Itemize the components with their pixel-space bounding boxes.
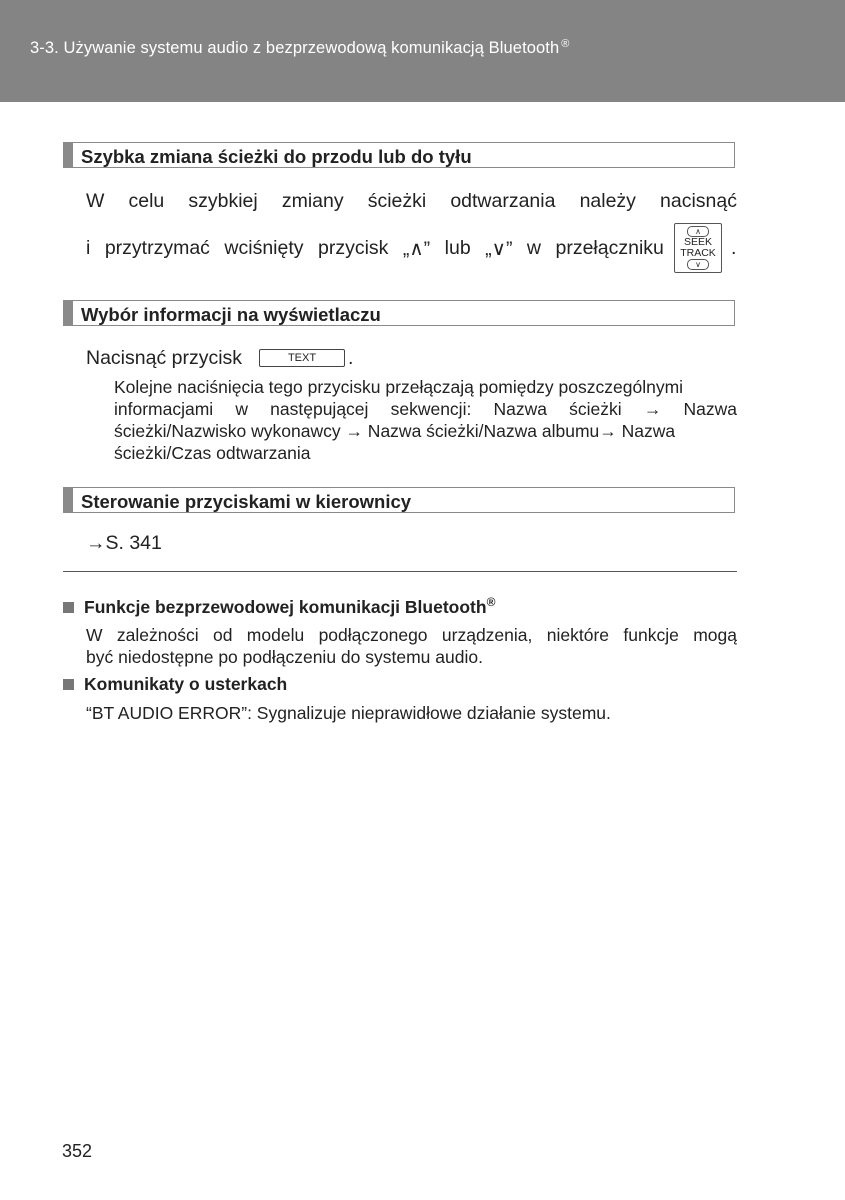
description-line: ścieżki/Czas odtwarzania (114, 443, 311, 463)
divider (63, 571, 737, 572)
word: celu (128, 190, 165, 212)
sentence-end: . (731, 237, 737, 259)
word: „∨” (485, 238, 513, 260)
word: od (212, 625, 233, 645)
sentence-end: . (348, 347, 354, 369)
word: funkcje (623, 625, 679, 645)
word: nacisnąć (660, 190, 737, 212)
word: lub (444, 237, 471, 259)
word: wciśnięty (224, 237, 304, 259)
seek-track-switch-icon (674, 223, 722, 273)
description-paragraph (114, 376, 737, 464)
page-number: 352 (62, 1141, 93, 1161)
registered-mark: ® (486, 595, 496, 609)
paragraph-line (86, 237, 664, 261)
note-line (86, 624, 737, 646)
section-heading-display-info (63, 300, 735, 326)
heading-bar (64, 143, 73, 167)
note-heading-errors: Komunikaty o usterkach (63, 674, 287, 695)
word: zmiany (281, 190, 344, 212)
heading-bar (64, 301, 73, 325)
word: następującej (270, 399, 369, 419)
word: W (86, 190, 105, 212)
text-button-icon: TEXT (259, 349, 345, 367)
word: ścieżki (569, 399, 622, 419)
arrow-right-icon: → (643, 399, 662, 419)
page-reference-link[interactable]: →S. 341 (86, 532, 162, 554)
section-heading-label: Wybór informacji na wyświetlaczu (81, 304, 381, 325)
word: urządzenia, (441, 625, 533, 645)
word: modelu (246, 625, 305, 645)
description-line: Kolejne naciśnięcia tego przycisku przełączają pomiędzy poszczególnymi (114, 377, 684, 397)
word: należy (579, 190, 636, 212)
word: ścieżki (367, 190, 427, 212)
description-line (114, 398, 737, 420)
note-paragraph: “BT AUDIO ERROR”: Sygnalizuje nieprawidłowe działanie systemu. (86, 703, 611, 723)
word: przełączniku (555, 237, 664, 259)
section-heading-label: Szybka zmiana ścieżki do przodu lub do tyłu (81, 146, 472, 167)
description-line: ścieżki/Nazwisko wykonawcy → Nazwa ścieżki/Nazwa albumu→ Nazwa (114, 421, 676, 441)
chevron-down-icon: ∨ (687, 259, 709, 270)
square-bullet-icon (63, 602, 74, 613)
word: informacjami (114, 399, 214, 419)
word: W (86, 625, 103, 645)
word: w (526, 237, 542, 259)
square-bullet-icon (63, 679, 74, 690)
word: przytrzymać (104, 237, 210, 259)
heading-bar (64, 488, 73, 512)
note-paragraph (86, 624, 737, 668)
chevron-up-icon: ∧ (687, 226, 709, 237)
word: zależności (116, 625, 199, 645)
word: sekwencji: (390, 399, 472, 419)
word: Nazwa (683, 399, 737, 419)
note-line: być niedostępne po podłączeniu do systemu audio. (86, 647, 483, 667)
word: w (235, 399, 248, 419)
word: przycisk (318, 237, 389, 259)
note-heading-bluetooth: Funkcje bezprzewodowej komunikacji Bluetooth® (63, 595, 495, 618)
word: podłączonego (318, 625, 428, 645)
word: i (86, 237, 91, 259)
paragraph-line (86, 190, 737, 213)
word: Nazwa (493, 399, 547, 419)
section-heading-track-change (63, 142, 735, 168)
chapter-title: 3-3. Używanie systemu audio z bezprzewodową komunikacją Bluetooth ® (30, 38, 570, 57)
press-instruction: Nacisnąć przycisk (86, 347, 243, 369)
section-heading-label: Sterowanie przyciskami w kierownicy (81, 491, 412, 512)
word: „∧” (402, 238, 431, 260)
seek-label: SEEK (683, 236, 712, 248)
track-label: TRACK (680, 247, 716, 259)
header-band (0, 0, 845, 102)
word: odtwarzania (450, 190, 556, 212)
registered-mark: ® (561, 38, 570, 50)
word: niektóre (546, 625, 610, 645)
word: mogą (693, 625, 737, 645)
word: szybkiej (188, 190, 258, 212)
section-heading-steering-controls (63, 487, 735, 513)
